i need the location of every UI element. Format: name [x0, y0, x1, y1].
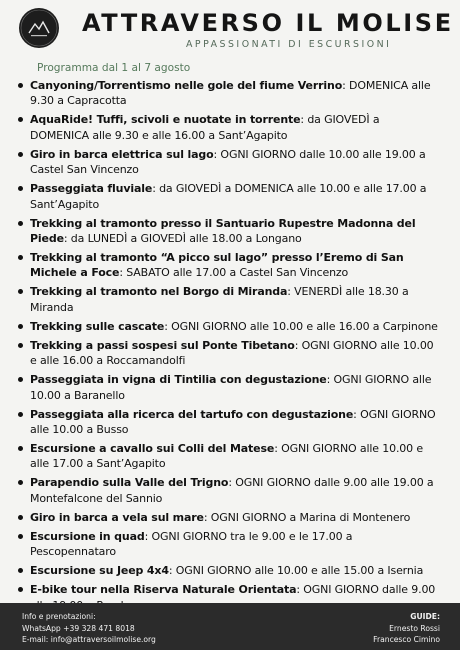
- activity-details: : OGNI GIORNO alle 10.00 e alle 15.00 a Isernia: [168, 564, 424, 578]
- activity-name: Escursione su Jeep 4x4: [30, 564, 169, 578]
- guides-info: [373, 611, 440, 646]
- mountain-logo-icon: [19, 8, 59, 48]
- activity-name: Passeggiata fluviale: [30, 182, 153, 196]
- list-item: [30, 441, 440, 472]
- list-item: [30, 319, 440, 334]
- activity-details: : OGNI GIORNO dalle 9.00: [296, 583, 436, 597]
- activity-details: : OGNI GIORNO alle 10.00 a Busso: [30, 407, 436, 437]
- guide-name: Francesco Cimino: [373, 635, 440, 644]
- activity-details: : OGNI GIORNO alle 10.00 a Baranello: [30, 373, 432, 402]
- list-item: [30, 250, 440, 281]
- activity-details: : OGNI GIORNO dalle 9.00 alle 19.00 a Montefalcone del Sannio: [30, 476, 434, 505]
- program-title: Programma dal 1 al 7 agosto: [37, 62, 191, 74]
- activity-name: Trekking al tramonto nel Borgo di Miranda: [30, 285, 288, 299]
- activity-name: Passeggiata alla ricerca del tartufo con degustazione: [30, 407, 354, 421]
- list-item: [30, 372, 440, 403]
- list-item: [30, 338, 440, 369]
- activity-name: Escursione a cavallo sui Colli del Matese: [30, 442, 275, 456]
- activity-details: : OGNI GIORNO tra le 9.00 e le 17.00 a Pescopennataro: [30, 529, 353, 559]
- activity-details: : da GIOVEDÌ a DOMENICA alle 10.00 e alle 17.00 a Sant’Agapito: [30, 182, 427, 211]
- list-item: [30, 112, 440, 143]
- list-item: [30, 563, 440, 578]
- email-link[interactable]: E-mail: info@attraversoilmolise.org: [22, 635, 156, 644]
- activity-name: Passeggiata in vigna di Tintilia con degustazione: [30, 373, 327, 387]
- list-item: [30, 510, 440, 525]
- activity-details: : SABATO alle 17.00 a Castel San Vincenzo: [119, 266, 349, 280]
- list-item: [30, 475, 440, 506]
- page-subtitle: APPASSIONATI DI ESCURSIONI: [186, 39, 392, 50]
- logo: [19, 8, 59, 48]
- activity-name: Trekking a passi sospesi sul Ponte Tibetano: [30, 338, 295, 352]
- list-item: [30, 147, 440, 178]
- footer: [0, 603, 460, 650]
- activity-list: [30, 78, 440, 617]
- page-title: ATTRAVERSO IL MOLISE: [82, 9, 454, 37]
- activity-name: Parapendio sulla Valle del Trigno: [30, 476, 229, 490]
- list-item: [30, 407, 440, 438]
- activity-details: : da LUNEDÌ a GIOVEDÌ alle 18.00 a Longano: [63, 232, 302, 246]
- activity-name: AquaRide! Tuffi, scivoli e nuotate in torrente: [30, 113, 301, 127]
- activity-details: : OGNI GIORNO dalle 10.00 alle 19.00 a Castel San Vincenzo: [30, 147, 426, 177]
- activity-details: : OGNI GIORNO alle 10.00 e alle 16.00 a Carpinone: [164, 319, 438, 333]
- activity-name: E-bike tour nella Riserva Naturale Orientata: [30, 583, 297, 597]
- guides-label: GUIDE:: [410, 612, 440, 621]
- activity-name: Giro in barca elettrica sul lago: [30, 147, 214, 161]
- list-item: [30, 216, 440, 247]
- activity-details: : DOMENICA alle 9.30 a Capracotta: [30, 79, 431, 108]
- header: [0, 0, 460, 62]
- contact-info: [22, 611, 156, 646]
- activity-name: Canyoning/Torrentismo nelle gole del fiume Verrino: [30, 79, 343, 92]
- activity-name: Trekking sulle cascate: [30, 319, 165, 333]
- activity-details: : VENERDÌ alle 18.30 a Miranda: [30, 285, 409, 314]
- list-item: [30, 529, 440, 560]
- whatsapp-number[interactable]: WhatsApp +39 328 471 8018: [22, 623, 135, 633]
- info-label: Info e prenotazioni:: [22, 612, 96, 621]
- list-item: [30, 78, 440, 109]
- activity-details: : OGNI GIORNO alle 10.00 e alle 17.00 a Sant’Agapito: [30, 442, 423, 471]
- activity-details: : OGNI GIORNO a Marina di Montenero: [203, 510, 411, 524]
- activity-name: Escursione in quad: [30, 529, 145, 543]
- list-item: [30, 181, 440, 212]
- list-item: [30, 284, 440, 315]
- guide-name: Ernesto Rossi: [389, 623, 440, 633]
- activity-name: Trekking al tramonto “A picco sul lago” presso l’Eremo di San Michele a Foce: [30, 251, 404, 280]
- activity-name: Giro in barca a vela sul mare: [30, 510, 204, 524]
- activity-details: : OGNI GIORNO alle 10.00 e alle 16.00 a Roccamandolfi: [30, 338, 434, 368]
- activity-name: Trekking al tramonto presso il Santuario Rupestre Madonna del Piede: [30, 216, 416, 246]
- activity-details: : da GIOVEDÌ a DOMENICA alle 9.30 e alle 16.00 a Sant’Agapito: [30, 113, 380, 142]
